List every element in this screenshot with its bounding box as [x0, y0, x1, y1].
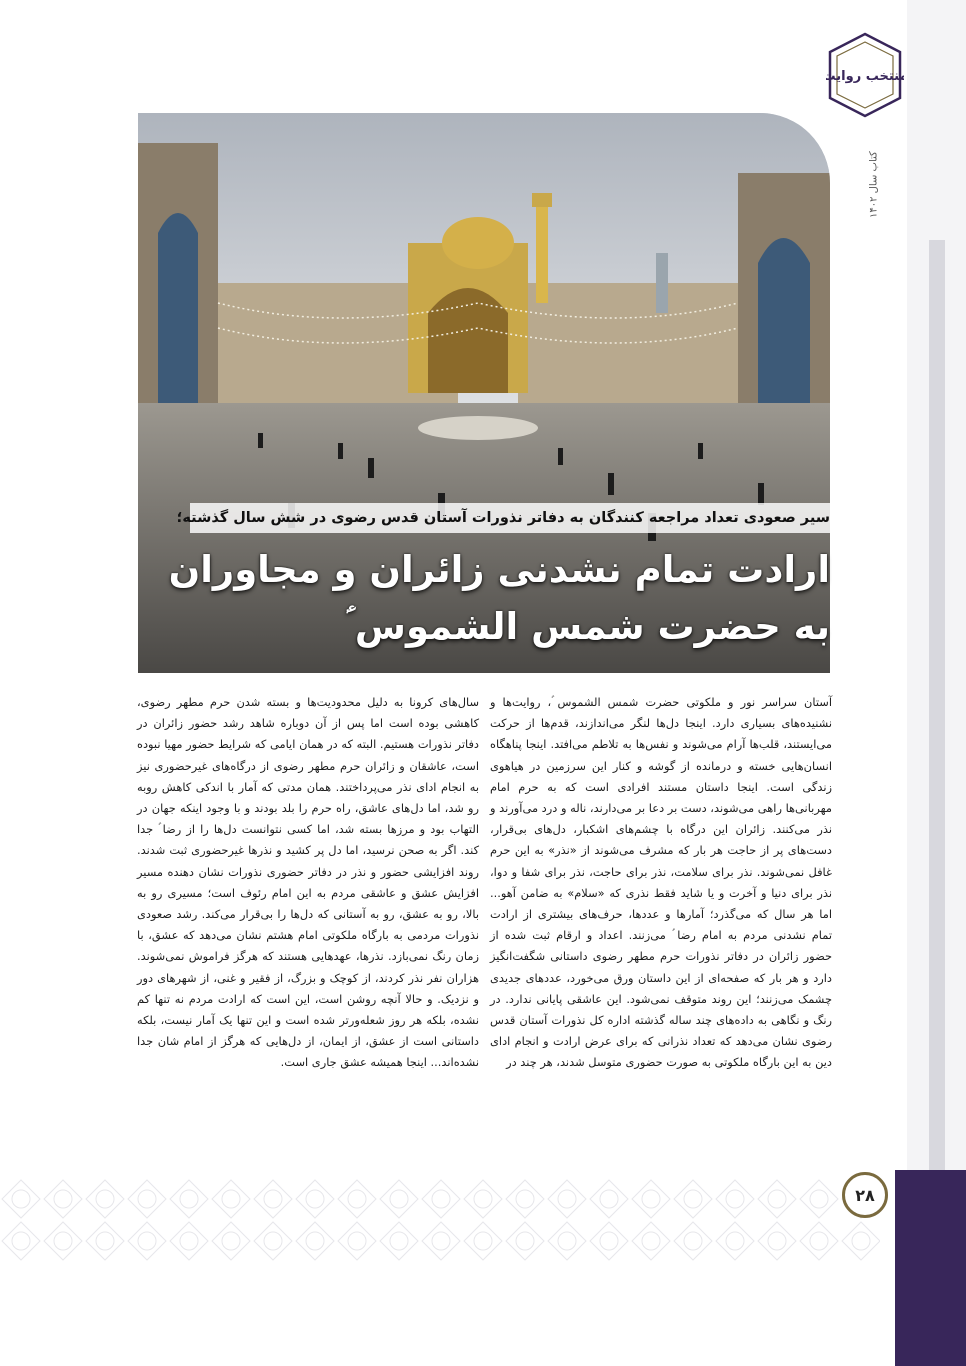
fountain — [418, 416, 538, 440]
article-subtitle: سیر صعودی تعداد مراجعه کنندگان به دفاتر نذورات آستان قدس رضوی در شش سال گذشته؛ — [190, 503, 830, 533]
ribbon-bar — [929, 240, 945, 1170]
side-caption: کتاب سال ۱۴۰۲ — [868, 151, 880, 219]
golden-dome — [442, 217, 514, 269]
blue-minaret — [656, 253, 668, 313]
logo-text: منتخب روایت — [826, 69, 904, 84]
golden-minaret — [536, 203, 548, 303]
article-title-line2: به حضرت شمس الشموس ؑ — [345, 605, 830, 648]
side-ribbon — [907, 0, 966, 1366]
article-column-left: سال‌های کرونا به دلیل محدودیت‌ها و بسته شدن حرم مطهر رضوی، کاهشی بوده است اما پس از آن دوباره شاهد رشد حضور زائران در دفاتر نذورات هستیم. البته که در همان ایامی که شرایط حضور مهیا نبوده است، عاشقان و زائران حرم مطهر رضوی از درگاه‌های غیرحضوری نیز به انجام ادای نذر می‌پرداختند. همان مدتی که آمار با اندکی کاهش روبه رو شد، اما دل‌های عاشق، راه حرم را بلد بودند و با وجود اینکه جهان در التهاب بود و مرزها بسته شد، اما کسی نتوانست دل‌ها را از رضا ؑ جدا کند. اگر به صحن نرسید، اما دل پر کشید و نذر‌ها غیرحضوری ثبت شدند. روند افزایشی حضور و نذر در دفاتر حضوری نذورات نشان دهنده مسیر افزایش عشق و عاشقی مردم به این امام رئوف است؛ مسیری رو به بالا، رو به عشق، رو به آستانی که دل‌ها را بی‌قرار می‌کند. رشد صعودی نذورات مردمی به بارگاه ملکوتی امام هشتم نشان می‌دهد که عشق، با زمان رنگ نمی‌بازد. نذرها، عهدهایی هستند که هرگز فراموش نمی‌شوند. هزاران نفر نذر کردند، از کوچک و بزرگ، از فقیر و غنی، از شهرهای دور و نزدیک. و حالا آنچه روشن است، این است که ارادت مردم نه تنها کم نشده، بلکه هر روز شعله‌ورتر شده است و این تنها یک آمار نیست، بلکه داستانی است از عشق، از ایمان، از دل‌هایی که هرگز از امام شان جدا نشده‌اند... اینجا همیشه عشق جاری است. — [137, 695, 479, 1070]
article-column-right: آستان سراسر نور و ملکوتی حضرت شمس الشموس ؑ، روایت‌ها و نشنیده‌های بسیاری دارد. اینجا دل‌ها لنگر می‌اندازند، قدم‌ها از حرکت می‌ایستند، قلب‌ها آرام می‌شوند و نفس‌ها به تلاطم می‌افتد. اینجا پناهگاه انسان‌هایی خسته و درمانده از گوشه و کنار این سرزمین در هیاهوی زندگی است. اینجا داستان مستند افرادی است که به حرم امام مهربانی‌ها راهی می‌شوند، دست بر دعا بر می‌دارند، ناله و درد می‌آورند و نذر می‌کنند. زائران این درگاه با چشم‌های اشکبار، دل‌های بی‌قرار، دست‌های پر از حاجت هر بار که مشرف می‌شوند از «نذر» به این حرم غافل نمی‌شوند. نذر برای سلامت، نذر برای حاجت، نذر برای شفا و دوا، نذر برای دنیا و آخرت و یا شاید فقط نذری که «سلام» به ضامن آهو... اما هر سال که می‌گذرد؛ آمارها و عددها، حرف‌های بیشتری از ارادت تمام نشدنی مردم به امام رضا ؑ می‌زنند. اعداد و ارقام ثبت شده از حضور زائران در دفاتر نذورات حرم مطهر رضوی داستانی شگفت‌انگیز دارد و هر بار که صفحه‌ای از این داستان ورق می‌خورد، عددهای جدیدی چشمک می‌زنند؛ این روند متوقف نمی‌شود. این عاشقی پایانی ندارد. در رنگ و نگاهی به داده‌های چند ساله گذشته اداره کل نذورات آستان قدس رضوی نشان می‌دهد که تعداد نذرانی که برای عرض ارادت و انجام ادای دین به این بارگاه ملکوتی به صورت حضوری متوسل شدند، هر چند در — [490, 695, 832, 1070]
page-number: ۲۸ — [842, 1172, 888, 1218]
magazine-logo — [826, 32, 904, 118]
page-tab — [895, 1170, 966, 1366]
right-arcade — [518, 283, 738, 413]
decorative-pattern — [0, 1178, 880, 1262]
article-title-line1: ارادت تمام نشدنی زائران و مجاوران — [168, 548, 830, 591]
